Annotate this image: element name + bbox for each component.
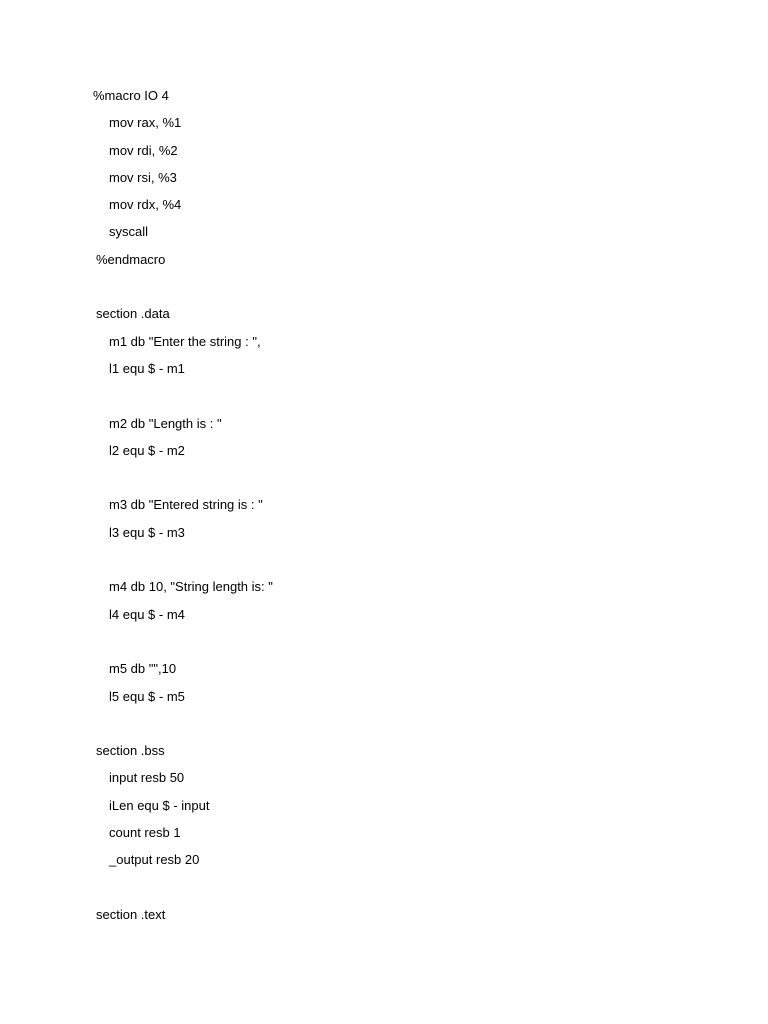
code-line: l2 equ $ - m2 [109,442,185,458]
blank-line [0,273,768,300]
code-line: m5 db "",10 [109,661,177,677]
code-line: l1 equ $ - m1 [109,360,185,376]
code-line: %macro IO 4 [93,88,169,103]
code-line: _output resb 20 [109,852,200,868]
code-line: mov rdx, %4 [109,197,182,213]
code-line: section .bss [96,743,165,759]
code-line: m4 db 10, "String length is: " [109,579,273,595]
blank-line [0,874,768,901]
code-line: mov rdi, %2 [109,142,178,158]
code-line: l3 equ $ - m3 [109,524,185,540]
code-line: input resb 50 [109,770,185,786]
code-line: m1 db "Enter the string : ", [109,333,261,349]
code-listing [0,82,768,928]
blank-line [0,464,768,491]
code-line: m2 db "Length is : " [109,415,222,431]
code-line: l4 equ $ - m4 [109,606,185,622]
code-line: mov rax, %1 [109,115,182,131]
blank-line [0,546,768,573]
code-line: %endmacro [96,251,166,267]
code-line: mov rsi, %3 [109,169,177,185]
code-line: count resb 1 [109,825,181,841]
blank-line [0,628,768,655]
blank-line [0,710,768,737]
code-line: l5 equ $ - m5 [109,688,185,704]
code-line: section .text [96,906,166,922]
code-line: iLen equ $ - input [109,797,210,813]
blank-line [0,382,768,409]
code-line: m3 db "Entered string is : " [109,497,263,513]
code-line: syscall [109,224,149,240]
code-line: section .data [96,306,170,322]
